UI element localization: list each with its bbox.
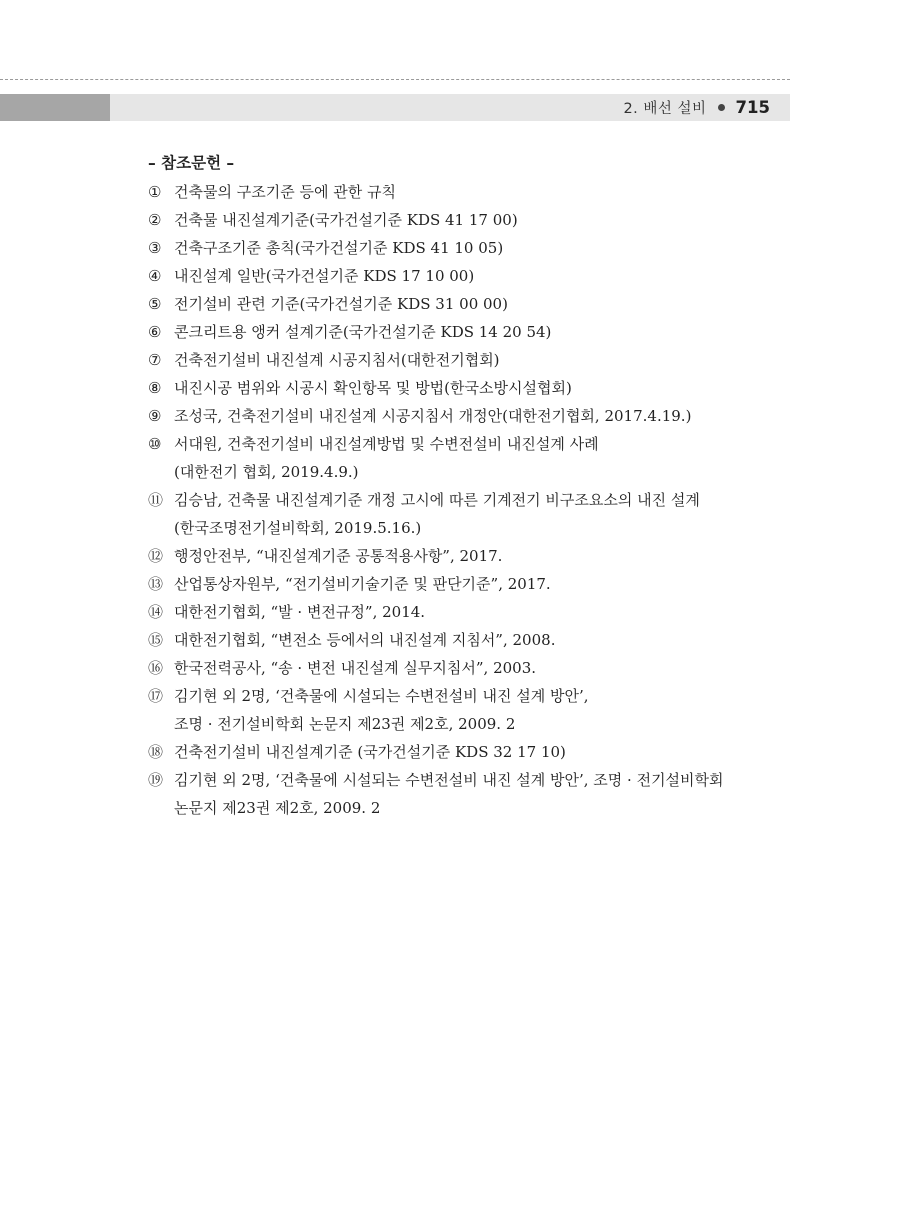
reference-text (174, 570, 788, 598)
reference-line: 건축구조기준 총칙(국가건설기준 KDS 41 10 05) (174, 239, 504, 257)
references-title: – 참조문헌 – (148, 154, 235, 172)
reference-number: ⑯ (148, 659, 164, 677)
reference-item (148, 430, 788, 486)
reference-number: ② (148, 211, 162, 229)
reference-text (174, 402, 788, 430)
references-section (148, 150, 788, 822)
reference-number: ⑦ (148, 351, 162, 369)
reference-number: ① (148, 183, 162, 201)
reference-line: 조성국, 건축전기설비 내진설계 시공지침서 개정안(대한전기협회, 2017.4.19.) (174, 407, 692, 425)
reference-line: 건축전기설비 내진설계기준 (국가건설기준 KDS 32 17 10) (174, 743, 566, 761)
reference-line: 건축물의 구조기준 등에 관한 규칙 (174, 183, 396, 201)
page-header (0, 94, 790, 121)
reference-line: 행정안전부, “내진설계기준 공통적용사항”, 2017. (174, 547, 503, 565)
header-dashed-rule (0, 79, 790, 80)
reference-item (148, 542, 788, 570)
reference-number: ⑱ (148, 743, 164, 761)
reference-number: ⑫ (148, 547, 164, 565)
reference-item (148, 486, 788, 542)
reference-number: ④ (148, 267, 162, 285)
reference-number: ⑥ (148, 323, 162, 341)
reference-list (148, 178, 788, 822)
reference-text (174, 598, 788, 626)
reference-text (174, 486, 788, 542)
reference-number: ⑧ (148, 379, 162, 397)
reference-text (174, 318, 788, 346)
reference-line: (한국조명전기설비학회, 2019.5.16.) (174, 519, 422, 537)
reference-text (174, 206, 788, 234)
reference-item (148, 570, 788, 598)
reference-line: 콘크리트용 앵커 설계기준(국가건설기준 KDS 14 20 54) (174, 323, 552, 341)
reference-text (174, 262, 788, 290)
reference-line: 한국전력공사, “송 · 변전 내진설계 실무지침서”, 2003. (174, 659, 537, 677)
reference-text (174, 542, 788, 570)
reference-line: 산업통상자원부, “전기설비기술기준 및 판단기준”, 2017. (174, 575, 551, 593)
reference-line: 김기현 외 2명, ‘건축물에 시설되는 수변전설비 내진 설계 방안’, 조명 · 전기설비학회 (174, 771, 724, 789)
reference-number: ⑨ (148, 407, 162, 425)
reference-number: ⑮ (148, 631, 164, 649)
running-head (623, 94, 770, 121)
reference-text (174, 682, 788, 738)
reference-number: ⑩ (148, 435, 162, 453)
reference-number: ⑤ (148, 295, 162, 313)
reference-item (148, 738, 788, 766)
reference-line: 김승남, 건축물 내진설계기준 개정 고시에 따른 기계전기 비구조요소의 내진 설계 (174, 491, 700, 509)
reference-item (148, 318, 788, 346)
reference-line: 전기설비 관련 기준(국가건설기준 KDS 31 00 00) (174, 295, 508, 313)
reference-item (148, 766, 788, 822)
reference-item (148, 262, 788, 290)
reference-line: 내진시공 범위와 시공시 확인항목 및 방법(한국소방시설협회) (174, 379, 572, 397)
reference-item (148, 178, 788, 206)
reference-number: ⑪ (148, 491, 164, 509)
reference-text (174, 178, 788, 206)
reference-item (148, 206, 788, 234)
bullet-icon (718, 104, 725, 111)
reference-line: 건축전기설비 내진설계 시공지침서(대한전기협회) (174, 351, 500, 369)
reference-text (174, 766, 788, 822)
reference-line: (대한전기 협회, 2019.4.9.) (174, 463, 359, 481)
reference-line: 조명 · 전기설비학회 논문지 제23권 제2호, 2009. 2 (174, 715, 516, 733)
reference-text (174, 430, 788, 486)
reference-line: 논문지 제23권 제2호, 2009. 2 (174, 799, 381, 817)
reference-text (174, 290, 788, 318)
reference-text (174, 346, 788, 374)
reference-line: 내진설계 일반(국가건설기준 KDS 17 10 00) (174, 267, 475, 285)
reference-line: 김기현 외 2명, ‘건축물에 시설되는 수변전설비 내진 설계 방안’, (174, 687, 589, 705)
reference-number: ③ (148, 239, 162, 257)
reference-text (174, 234, 788, 262)
reference-number: ⑰ (148, 687, 164, 705)
reference-item (148, 290, 788, 318)
reference-item (148, 346, 788, 374)
reference-text (174, 374, 788, 402)
reference-item (148, 402, 788, 430)
page-number: 715 (735, 98, 770, 117)
reference-line: 대한전기협회, “변전소 등에서의 내진설계 지침서”, 2008. (174, 631, 556, 649)
reference-text (174, 654, 788, 682)
reference-number: ⑲ (148, 771, 164, 789)
reference-number: ⑭ (148, 603, 164, 621)
reference-item (148, 374, 788, 402)
reference-line: 대한전기협회, “발 · 변전규정”, 2014. (174, 603, 426, 621)
reference-text (174, 738, 788, 766)
reference-text (174, 626, 788, 654)
reference-item (148, 626, 788, 654)
section-label: 2. 배선 설비 (623, 101, 707, 117)
header-tab-block (0, 94, 110, 121)
reference-line: 서대원, 건축전기설비 내진설계방법 및 수변전설비 내진설계 사례 (174, 435, 599, 453)
reference-item (148, 682, 788, 738)
reference-item (148, 234, 788, 262)
reference-item (148, 598, 788, 626)
reference-item (148, 654, 788, 682)
reference-number: ⑬ (148, 575, 164, 593)
reference-line: 건축물 내진설계기준(국가건설기준 KDS 41 17 00) (174, 211, 518, 229)
